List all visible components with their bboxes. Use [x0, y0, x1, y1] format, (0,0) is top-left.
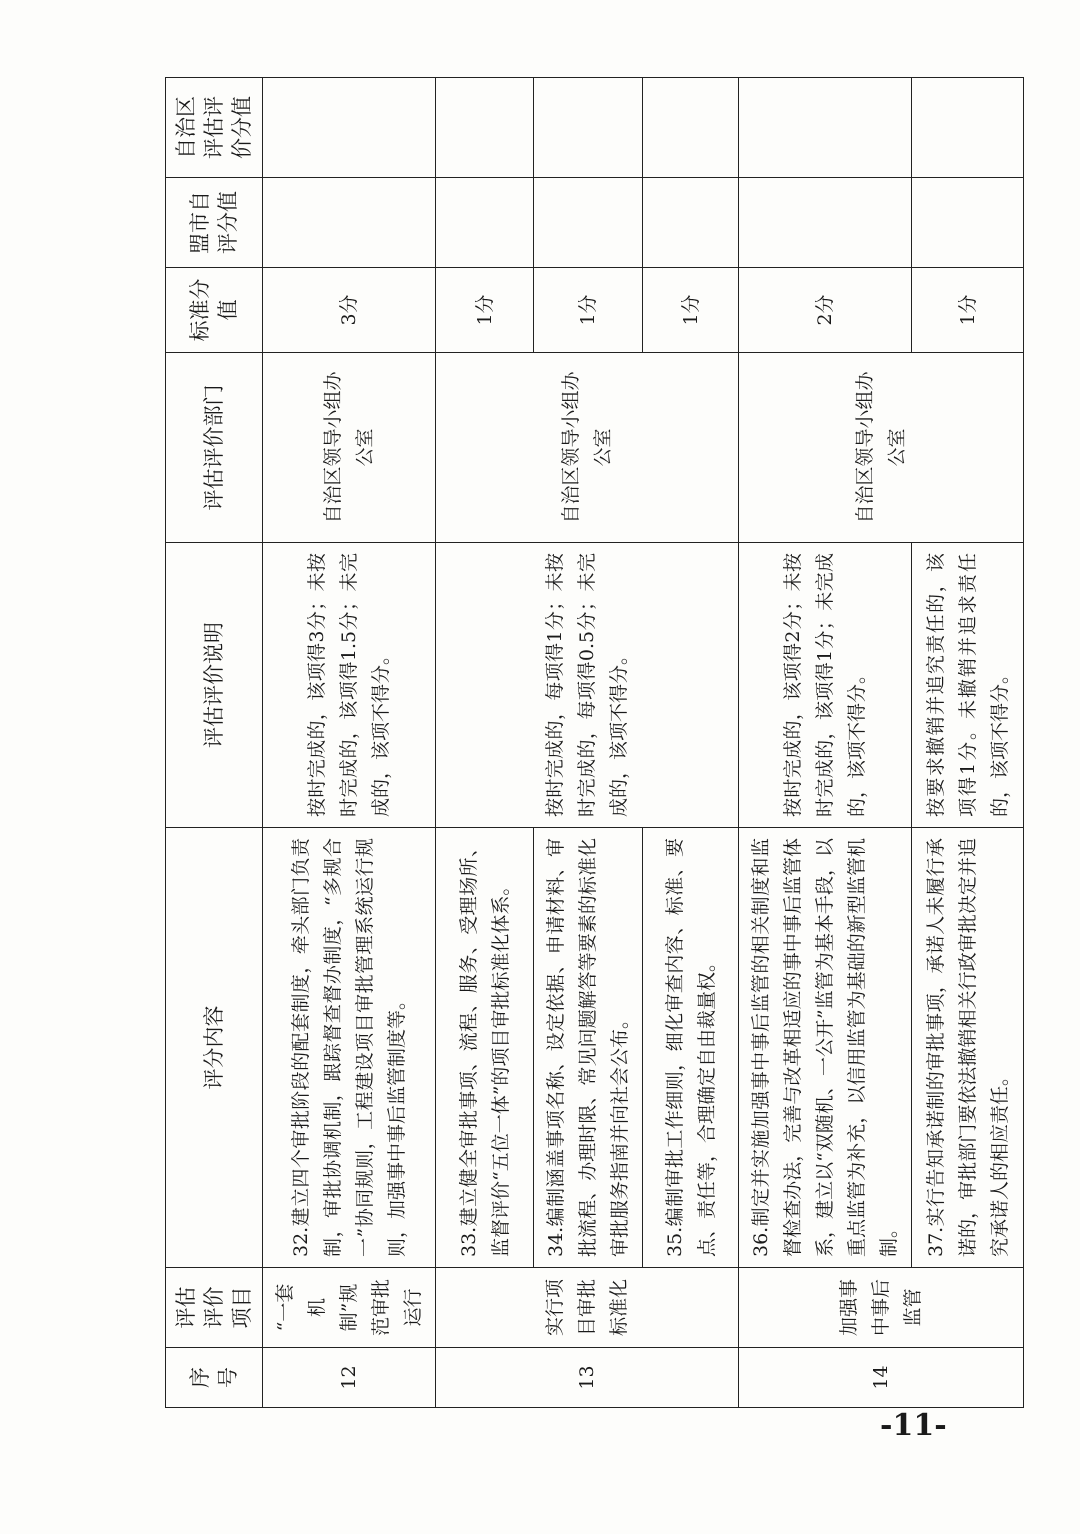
seq-cell: 13 [436, 1348, 739, 1408]
std-cell: 1分 [534, 268, 643, 353]
table-row [912, 78, 1024, 1408]
self-score-cell [643, 178, 739, 268]
content-cell: 35.编制审批工作细则，细化审查内容、标准、要点、责任等，合理确定自由裁量权。 [643, 828, 739, 1268]
item-cell: “一套机制”规范审批运行 [263, 1268, 436, 1348]
content-cell: 34.编制涵盖事项名称、设定依据、申请材料、审批流程、办理时限、常见问题解答等要素的标准化审批服务指南并向社会公布。 [534, 828, 643, 1268]
self-score-cell [436, 178, 534, 268]
content-cell: 32.建立四个审批阶段的配套制度，牵头部门负责制，审批协调机制，跟踪督查督办制度，“多规合一”协同规则，工程建设项目审批管理系统运行规则，加强事中事后监管制度等。 [263, 828, 436, 1268]
evaluation-table [165, 77, 1024, 1408]
table-header-row [166, 78, 263, 1408]
self-score-cell [912, 178, 1024, 268]
region-score-cell [912, 78, 1024, 178]
content-cell: 37.实行告知承诺制的审批事项，承诺人未履行承诺的，审批部门要依法撤销相关行政审批决定并追究承诺人的相应责任。 [912, 828, 1024, 1268]
header-region: 自治区评估评价分值 [166, 78, 263, 178]
header-desc: 评估评价说明 [166, 543, 263, 828]
dept-cell: 自治区领导小组办公室 [263, 353, 436, 543]
desc-cell: 按时完成的，该项得2分；未按时完成的，该项得1分；未完成的，该项不得分。 [739, 543, 912, 828]
content-cell: 33.建立健全审批事项、流程、服务、受理场所、监督评价“五位一体”的项目审批标准化体系。 [436, 828, 534, 1268]
self-score-cell [534, 178, 643, 268]
std-cell: 2分 [739, 268, 912, 353]
seq-cell: 12 [263, 1348, 436, 1408]
header-std: 标准分值 [166, 268, 263, 353]
header-dept: 评估评价部门 [166, 353, 263, 543]
self-score-cell [263, 178, 436, 268]
header-self: 盟市自评分值 [166, 178, 263, 268]
header-item: 评估评价项目 [166, 1268, 263, 1348]
rotated-table-wrapper [165, 78, 1011, 1408]
desc-cell: 按时完成的，每项得1分；未按时完成的，每项得0.5分；未完成的，该项不得分。 [436, 543, 739, 828]
desc-cell: 按时完成的，该项得3分；未按时完成的，该项得1.5分；未完成的，该项不得分。 [263, 543, 436, 828]
std-cell: 3分 [263, 268, 436, 353]
desc-cell: 按要求撤销并追究责任的，该项得1分。未撤销并追求责任的，该项不得分。 [912, 543, 1024, 828]
region-score-cell [436, 78, 534, 178]
region-score-cell [263, 78, 436, 178]
region-score-cell [643, 78, 739, 178]
item-cell: 实行项目审批标准化 [436, 1268, 739, 1348]
header-seq: 序号 [166, 1348, 263, 1408]
std-cell: 1分 [912, 268, 1024, 353]
region-score-cell [739, 78, 912, 178]
page-number: -11- [880, 1408, 947, 1443]
item-cell: 加强事中事后监管 [739, 1268, 1024, 1348]
seq-cell: 14 [739, 1348, 1024, 1408]
header-content: 评分内容 [166, 828, 263, 1268]
std-cell: 1分 [436, 268, 534, 353]
table-row [436, 78, 534, 1408]
content-cell: 36.制定并实施加强事中事后监管的相关制度和监督检查办法，完善与改革相适应的事中事后监管体系，建立以“双随机、一公开”监管为基本手段，以重点监管为补充，以信用监管为基础的新型监管机制。 [739, 828, 912, 1268]
dept-cell: 自治区领导小组办公室 [436, 353, 739, 543]
region-score-cell [534, 78, 643, 178]
dept-cell: 自治区领导小组办公室 [739, 353, 1024, 543]
table-row [263, 78, 436, 1408]
std-cell: 1分 [643, 268, 739, 353]
table-row [739, 78, 912, 1408]
self-score-cell [739, 178, 912, 268]
